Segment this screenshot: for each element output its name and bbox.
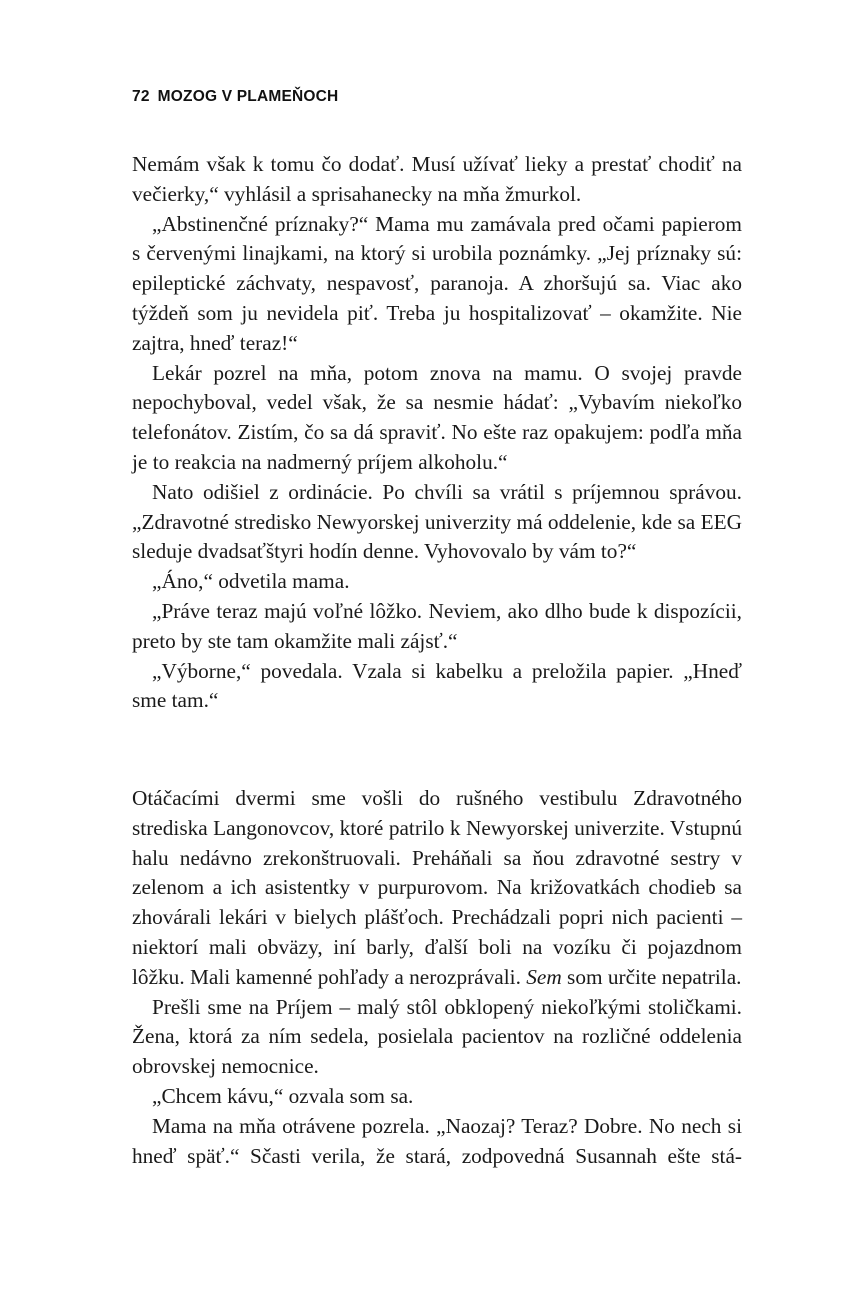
paragraph: „Chcem kávu,“ ozvala som sa. xyxy=(152,1083,414,1108)
paragraph: Nemám však k tomu čo dodať. Musí užívať lieky a prestať chodiť na večierky,“ vyhlásil a sprisahanecky na mňa žmurkol. xyxy=(132,152,742,206)
running-head xyxy=(132,88,338,106)
chapter-title: MOZOG V PLAMEŇOCH xyxy=(157,88,339,105)
paragraph: „Abstinenčné príznaky?“ Mama mu zamávala pred očami papierom s červenými linajkami, na ktorý si urobila poznámky. „Jej príznaky sú: epileptické záchvaty, nespavosť, paranoja. A zhoršujú sa. Viac ako týždeň som ju nevidela piť. Treba ju hospitalizovať – okamžite. Nie zajtra, hneď teraz!“ xyxy=(132,211,742,355)
page-number: 72 xyxy=(132,88,150,105)
paragraph xyxy=(132,784,742,993)
paragraph: Nato odišiel z ordinácie. Po chvíli sa vrátil s príjemnou správou. „Zdravotné stredisko Newyorskej univerzity má oddelenie, kde sa EEG sleduje dvadsaťštyri hodín denne. Vyhovovalo by vám to?“ xyxy=(132,479,742,564)
paragraph: „Áno,“ odvetila mama. xyxy=(152,569,350,594)
paragraph: Lekár pozrel na mňa, potom znova na mamu. O svojej pravde nepochyboval, vedel však, že sa nesmie hádať: „Vybavím niekoľko telefonátov. Zistím, čo sa dá spraviť. No ešte raz opakujem: podľa mňa je to reakcia na nadmerný príjem alkoholu.“ xyxy=(132,360,742,474)
paragraph: „Práve teraz majú voľné lôžko. Neviem, ako dlho bude k dispozícii, preto by ste tam okamžite mali zájsť.“ xyxy=(132,598,742,653)
text-block-2 xyxy=(132,784,742,1171)
paragraph: Prešli sme na Príjem – malý stôl obklopený niekoľkými stoličkami. Žena, ktorá za ním sedela, posielala pacientov na rozličné oddelenia obrovskej nemocnice. xyxy=(132,994,742,1079)
paragraph-text: som určite nepatrila. xyxy=(561,964,742,989)
paragraph: Mama na mňa otrávene pozrela. „Naozaj? Teraz? Dobre. No nech si hneď späť.“ Sčasti verila, že stará, zodpovedná Susannah ešte stá- xyxy=(132,1113,742,1168)
paragraph: „Výborne,“ povedala. Vzala si kabelku a preložila papier. „Hneď sme tam.“ xyxy=(132,658,742,713)
paragraph-text: Otáčacími dvermi sme vošli do rušného vestibulu Zdravotného strediska Langonovcov, ktoré patrilo k Newyorskej univerzite. Vstupnú halu nedávno zrekonštruovali. Preháňali sa ňou zdravotné sestry v zelenom a ich asistentky v purpurovom. Na križovatkách chodieb sa zhovárali lekári v bielych plášťoch. Prechádzali popri nich pacienti – niektorí mali obväzy, iní barly, ďalší boli na vozíku či pojazdnom lôžku. Mali kamenné pohľady a nerozprávali. xyxy=(132,786,742,989)
emphasis-text: Sem xyxy=(526,964,562,989)
text-block-1 xyxy=(132,150,742,716)
